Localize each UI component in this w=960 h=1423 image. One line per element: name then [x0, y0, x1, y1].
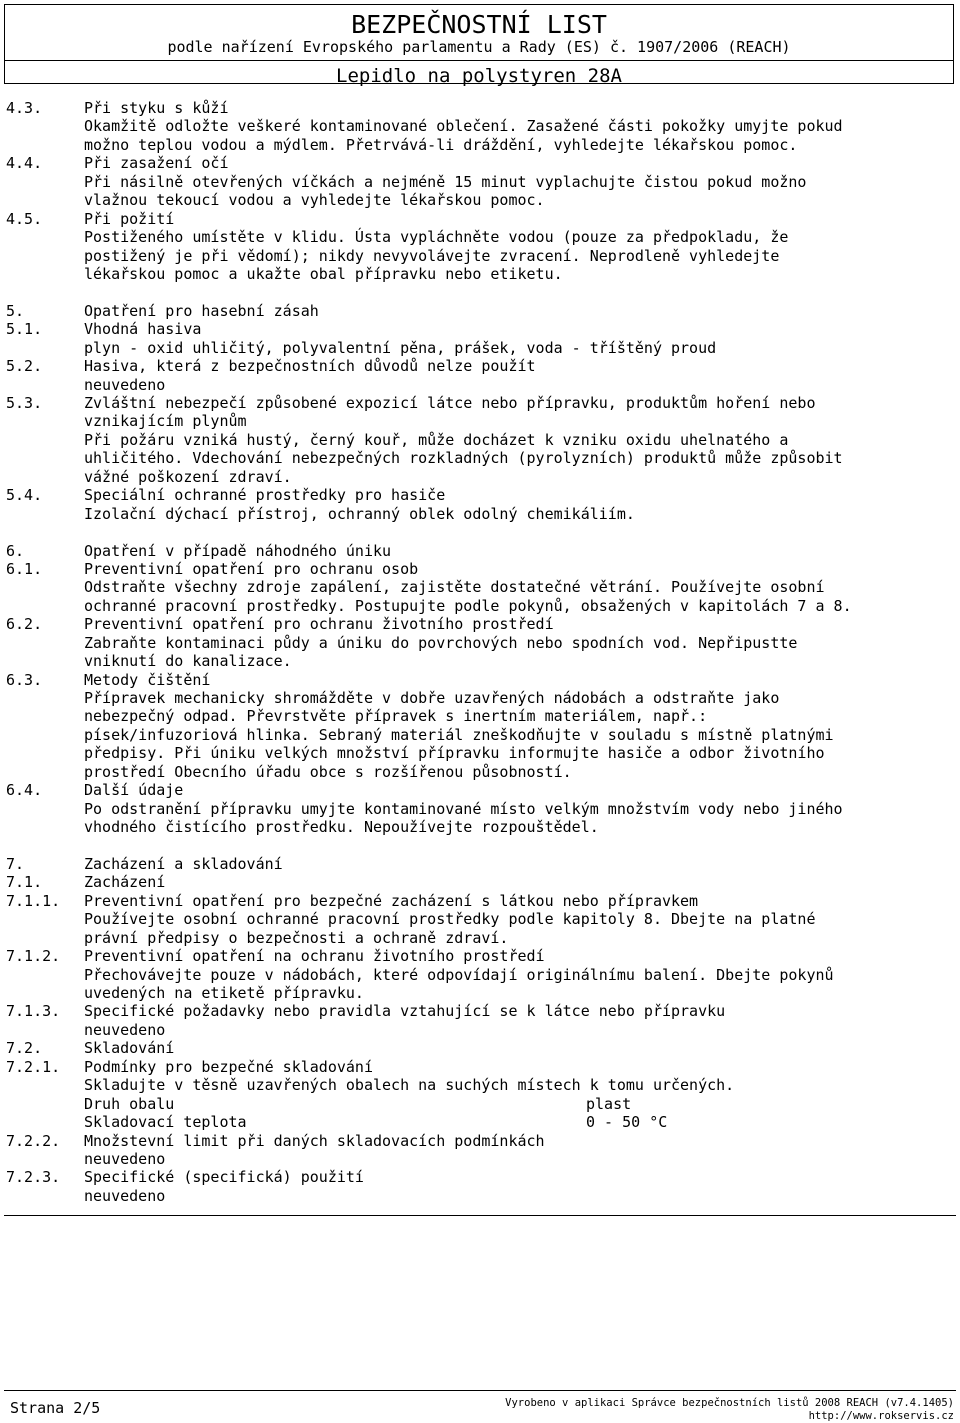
text-line [6, 247, 950, 265]
text-line [6, 929, 950, 947]
text-line [6, 1187, 950, 1205]
text-line [6, 910, 950, 928]
section-heading-row [6, 357, 950, 375]
section-heading-row [6, 1039, 950, 1057]
text-line [6, 837, 950, 855]
section-heading: Při styku s kůží [84, 99, 229, 117]
section-number: 7.1.2. [6, 947, 61, 966]
section-heading: Další údaje [84, 781, 184, 800]
body-text: uhličitého. Vdechování nebezpečných rozkladných (pyrolyzních) produktů může způsobit [84, 449, 843, 468]
text-line [6, 597, 950, 615]
body-text: neuvedeno [84, 1020, 166, 1039]
section-heading-row [6, 320, 950, 338]
text-line [6, 1021, 950, 1039]
section-heading: Opatření v případě náhodného úniku [84, 541, 392, 560]
section-heading: Podmínky pro bezpečné skladování [84, 1057, 373, 1076]
body-text: Přechovávejte pouze v nádobách, které odpovídají originálnímu balení. Dbejte pokynů [84, 965, 834, 984]
body-text: Používejte osobní ochranné pracovní prostředky podle kapitoly 8. Dbejte na platné [84, 910, 816, 929]
section-number: 4.4. [6, 154, 43, 173]
text-line [6, 984, 950, 1002]
section-end-divider [4, 1215, 956, 1216]
body-text: vážné poškození zdraví. [84, 467, 292, 486]
section-heading: Speciální ochranné prostředky pro hasiče [84, 486, 446, 505]
document-header [4, 4, 954, 87]
section-heading: Preventivní opatření na ochranu životního prostředí [84, 947, 545, 966]
section-number: 5. [6, 301, 25, 320]
text-line [6, 191, 950, 209]
text-line [6, 818, 950, 836]
section-heading-row [6, 947, 950, 965]
body-text: neuvedeno [84, 375, 166, 394]
body-text: Při požáru vzniká hustý, černý kouř, může docházet k vzniku oxidu uhelnatého a [84, 430, 789, 449]
section-heading: Specifické požadavky nebo pravidla vztahující se k látce nebo přípravku [84, 1002, 726, 1021]
body-text: nebezpečný odpad. Převrstvěte přípravek s inertním materiálem, např.: [84, 707, 708, 726]
section-heading-row [6, 671, 950, 689]
section-heading-row [6, 615, 950, 633]
section-heading: Skladování [84, 1039, 175, 1058]
body-text: Po odstranění přípravku umyjte kontaminované místo velkým množstvím vody nebo jiného [84, 799, 843, 818]
body-text: Postiženého umístěte v klidu. Ústa vypláchněte vodou (pouze za předpokladu, že [84, 228, 789, 247]
section-number: 6. [6, 541, 25, 560]
section-number: 7.2. [6, 1039, 43, 1058]
section-number: 7. [6, 854, 25, 873]
section-heading: Metody čištění [84, 670, 211, 689]
body-text: Druh obalu [84, 1094, 175, 1113]
section-heading: Preventivní opatření pro bezpečné zacházení s látkou nebo přípravkem [84, 891, 699, 910]
text-line [6, 523, 950, 541]
section-heading: Při zasažení očí [84, 154, 229, 173]
section-number: 4.3. [6, 99, 43, 117]
page-number: Strana 2/5 [10, 1399, 101, 1417]
text-line [6, 117, 950, 135]
text-line [6, 136, 950, 154]
section-heading: Zacházení a skladování [84, 854, 283, 873]
section-number: 6.1. [6, 559, 43, 578]
body-text: postižený je při vědomí); nikdy nevyvolávejte zvracení. Neprodleně vyhledejte [84, 246, 780, 265]
text-line [6, 283, 950, 301]
body-text: plyn - oxid uhličitý, polyvalentní pěna, prášek, voda - tříštěný proud [84, 338, 717, 357]
section-heading-row [6, 855, 950, 873]
body-text: vniknutí do kanalizace. [84, 652, 292, 671]
text-line [6, 763, 950, 781]
text-line [6, 265, 950, 283]
body-text: prostředí Obecního úřadu obce s rozšířenou působností. [84, 762, 572, 781]
body-text: Izolační dýchací přístroj, ochranný oblek odolný chemikáliím. [84, 504, 635, 523]
body-text: předpisy. Při úniku velkých množství přípravku informujte hasiče a odbor životního [84, 744, 825, 763]
text-line [6, 173, 950, 191]
section-heading-row [6, 394, 950, 412]
section-heading-row [6, 560, 950, 578]
body-text: neuvedeno [84, 1149, 166, 1168]
document-body [6, 99, 950, 1205]
section-number: 5.2. [6, 357, 43, 376]
text-line [6, 652, 950, 670]
section-heading-row [6, 542, 950, 560]
section-heading: Množstevní limit při daných skladovacích podmínkách [84, 1131, 545, 1150]
section-heading: Vhodná hasiva [84, 320, 202, 339]
header-divider [5, 60, 953, 61]
section-number: 7.2.2. [6, 1131, 61, 1150]
section-heading-row [6, 99, 950, 117]
section-heading: Zacházení [84, 873, 166, 892]
section-number: 5.3. [6, 394, 43, 412]
section-number: 7.1.1. [6, 891, 61, 910]
section-heading-row [6, 1058, 950, 1076]
body-text: ochranné pracovní prostředky. Postupujte podle pokynů, obsažených v kapitolách 7 a 8. [84, 596, 852, 615]
section-number: 7.2.3. [6, 1168, 61, 1187]
text-line [6, 468, 950, 486]
text-line [6, 339, 950, 357]
section-number: 5.4. [6, 486, 43, 505]
text-line [6, 726, 950, 744]
section-heading-row [6, 892, 950, 910]
section-heading: Hasiva, která z bezpečnostních důvodů nelze použít [84, 357, 536, 376]
section-heading-row [6, 873, 950, 891]
section-number: 4.5. [6, 209, 43, 228]
body-text: možno teplou vodou a mýdlem. Přetrvává-li dráždění, vyhledejte lékařskou pomoc. [84, 135, 798, 154]
section-heading: Zvláštní nebezpečí způsobené expozicí látce nebo přípravku, produktům hoření nebo [84, 394, 816, 412]
text-line [6, 966, 950, 984]
text-line [6, 505, 950, 523]
regulation-subtitle: podle nařízení Evropského parlamentu a Rady (ES) č. 1907/2006 (REACH) [167, 38, 791, 56]
section-heading-row [6, 1002, 950, 1020]
section-heading-row [6, 1168, 950, 1186]
producer-note: Vyrobeno v aplikaci Správce bezpečnostních listů 2008 REACH (v7.4.1405) [505, 1397, 954, 1409]
section-heading-row [6, 1132, 950, 1150]
body-text: Skladujte v těsně uzavřených obalech na suchých místech k tomu určených. [84, 1076, 735, 1095]
body-text: uvedených na etiketě přípravku. [84, 984, 364, 1002]
document-title: BEZPEČNOSTNÍ LIST [351, 10, 607, 39]
text-line [6, 1095, 950, 1113]
body-text: Okamžitě odložte veškeré kontaminované oblečení. Zasažené části pokožky umyjte pokud [84, 117, 843, 136]
body-text: Přípravek mechanicky shromážděte v dobře uzavřených nádobách a odstraňte jako [84, 689, 780, 707]
section-heading-row [6, 486, 950, 504]
section-heading-row [6, 302, 950, 320]
text-line [6, 1150, 950, 1168]
body-text: právní předpisy o bezpečnosti a ochraně zdraví. [84, 928, 509, 947]
section-heading-row [6, 154, 950, 172]
section-number: 7.2.1. [6, 1057, 61, 1076]
section-number: 7.1.3. [6, 1002, 61, 1021]
section-heading: Při požití [84, 209, 175, 228]
product-name: Lepidlo na polystyren 28A [336, 65, 622, 87]
section-number: 5.1. [6, 320, 43, 339]
text-line [6, 1113, 950, 1131]
body-text: vhodného čistícího prostředku. Nepoužívejte rozpouštědel. [84, 818, 599, 837]
section-heading: Specifické (specifická) použití [84, 1168, 364, 1187]
text-line [6, 431, 950, 449]
text-line [6, 707, 950, 725]
section-heading: Preventivní opatření pro ochranu osob [84, 559, 419, 578]
body-text: Skladovací teplota [84, 1113, 247, 1132]
text-line [6, 412, 950, 430]
section-heading-row [6, 210, 950, 228]
producer-link[interactable]: http://www.rokservis.cz [808, 1410, 954, 1422]
body-text: neuvedeno [84, 1186, 166, 1205]
body-text: vlažnou tekoucí vodou a vyhledejte lékařskou pomoc. [84, 191, 545, 210]
body-text: Odstraňte všechny zdroje zapálení, zajistěte dostatečné větrání. Používejte osobní [84, 578, 825, 597]
text-line [6, 800, 950, 818]
text-line [6, 376, 950, 394]
body-text: vznikajícím plynům [84, 412, 247, 431]
section-heading: Preventivní opatření pro ochranu životního prostředí [84, 615, 554, 634]
text-line [6, 634, 950, 652]
footer-divider [4, 1390, 956, 1391]
text-line [6, 449, 950, 467]
section-number: 6.4. [6, 781, 43, 800]
body-text: písek/infuzoriová hlinka. Sebraný materiál zneškodňujte v souladu s místně platnými [84, 725, 834, 744]
section-number: 6.3. [6, 670, 43, 689]
text-line [6, 578, 950, 596]
text-line [6, 228, 950, 246]
text-line [6, 744, 950, 762]
body-text: lékařskou pomoc a ukažte obal přípravku nebo etiketu. [84, 264, 563, 283]
section-number: 6.2. [6, 615, 43, 634]
body-text: Při násilně otevřených víčkách a nejméně 15 minut vyplachujte čistou pokud možno [84, 172, 807, 191]
text-line [6, 689, 950, 707]
property-value: plast [586, 1094, 632, 1113]
body-text: Zabraňte kontaminaci půdy a úniku do povrchových nebo spodních vod. Nepřipustte [84, 633, 798, 652]
property-value: 0 - 50 °C [586, 1113, 668, 1132]
section-number: 7.1. [6, 873, 43, 892]
text-line [6, 1076, 950, 1094]
section-heading-row [6, 781, 950, 799]
section-heading: Opatření pro hasební zásah [84, 301, 319, 320]
